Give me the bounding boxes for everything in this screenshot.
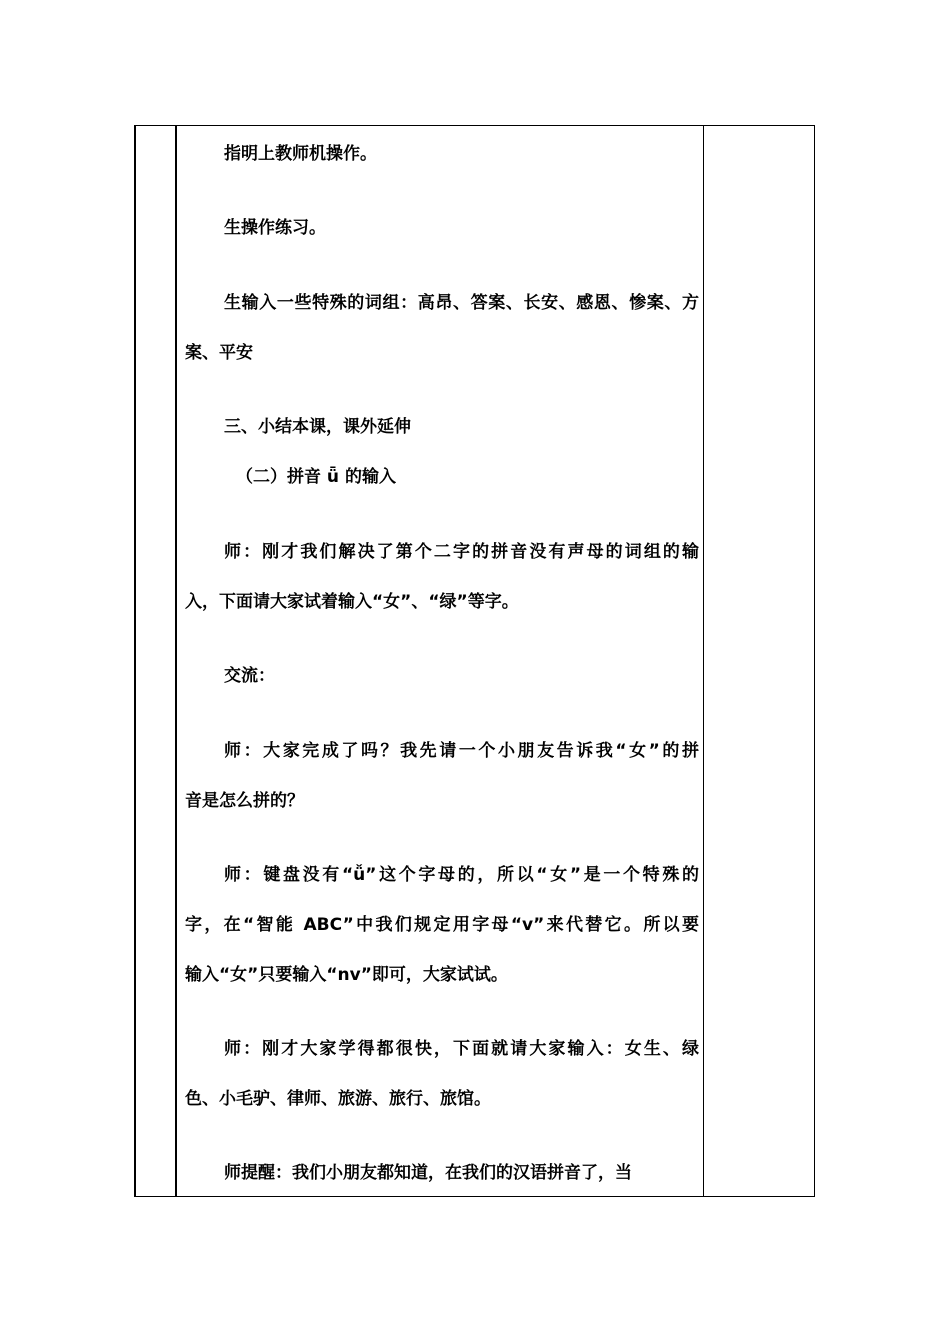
paragraph-line: 字，在“智能 ABC”中我们规定用字母“v”来代替它。所以要 xyxy=(185,915,699,935)
paragraph-line: 输入“女”只要输入“nv”即可，大家试试。 xyxy=(185,965,508,985)
paragraph-line: 交流： xyxy=(224,666,275,686)
paragraph-line: 生操作练习。 xyxy=(224,218,326,238)
paragraph-line: 师：大家完成了吗？我先请一个小朋友告诉我“女”的拼 xyxy=(224,741,699,761)
paragraph-line: 师：键盘没有“ǚ”这个字母的，所以“女”是一个特殊的 xyxy=(224,865,699,885)
paragraph-line: 案、平安 xyxy=(185,343,253,363)
paragraph-line: 色、小毛驴、律师、旅游、旅行、旅馆。 xyxy=(185,1089,491,1109)
paragraph-line: 音是怎么拼的？ xyxy=(185,791,304,811)
paragraph-line: 指明上教师机操作。 xyxy=(224,144,377,164)
paragraph-line: 师：刚才大家学得都很快，下面就请大家输入：女生、绿 xyxy=(224,1039,699,1059)
section-heading: 三、小结本课，课外延伸 xyxy=(224,417,411,437)
table-column-divider-1 xyxy=(175,125,177,1197)
lesson-content-cell xyxy=(185,125,699,1197)
table-left-border xyxy=(134,125,136,1197)
paragraph-line: 师：刚才我们解决了第个二字的拼音没有声母的词组的输 xyxy=(224,542,699,562)
paragraph-line: 入，下面请大家试着输入“女”、“绿”等字。 xyxy=(185,592,519,612)
table-right-border xyxy=(814,125,815,1197)
subsection-heading: （二）拼音 ǖ 的输入 xyxy=(236,467,396,487)
table-column-divider-2 xyxy=(703,125,704,1197)
paragraph-line: 生输入一些特殊的词组：高昂、答案、长安、感恩、惨案、方 xyxy=(224,293,699,313)
paragraph-line: 师提醒：我们小朋友都知道，在我们的汉语拼音了，当 xyxy=(224,1163,632,1183)
